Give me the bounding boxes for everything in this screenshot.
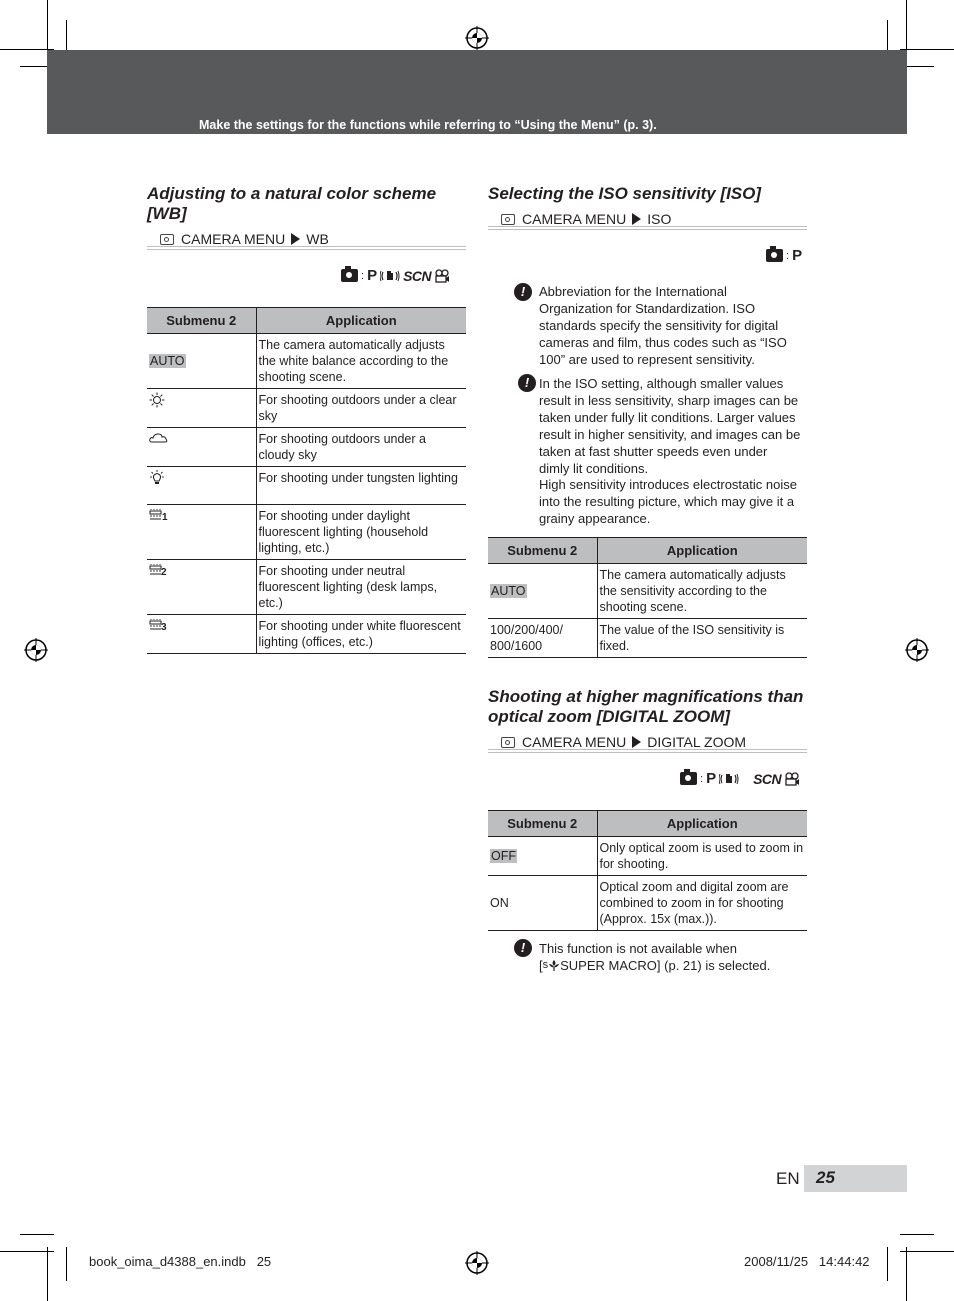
- fluorescent-3-icon: [149, 618, 169, 632]
- camera-menu-icon: [160, 234, 174, 245]
- crop-mark: [900, 49, 954, 50]
- iso-menu-path: [501, 211, 671, 227]
- arrow-right-icon: [632, 736, 641, 748]
- zoom-note-line-2-text: SUPER MACRO] (p. 21) is selected.: [560, 958, 771, 973]
- caution-icon: !: [518, 374, 536, 392]
- fluorescent-2-icon: [149, 563, 169, 577]
- crop-mark: [906, 1247, 907, 1301]
- crop-mark: [66, 1247, 67, 1281]
- header-instruction: Make the settings for the functions while referring to “Using the Menu” (p. 3).: [199, 118, 657, 132]
- iso-note-1: Abbreviation for the International Organization for Standardization. ISO standards specify the sensitivity for digital cameras and film, thus codes such as “ISO 100” are used to represent sensitivity.: [539, 284, 787, 367]
- crop-mark: [900, 1234, 934, 1235]
- table-header-application: Application: [597, 811, 807, 837]
- menu-path-item: ISO: [647, 211, 672, 227]
- application-text: For shooting outdoors under a cloudy sky: [256, 428, 466, 467]
- scene-mode-label: SCN: [753, 770, 782, 787]
- mode-separator: :: [700, 772, 704, 785]
- menu-path-menu: CAMERA MENU: [522, 211, 627, 227]
- zoom-note: [539, 940, 801, 974]
- camera-mode-icon: [766, 249, 783, 262]
- sunny-icon: [149, 392, 165, 408]
- application-text: Only optical zoom is used to zoom in for shooting.: [597, 837, 807, 876]
- svg-text:2: 2: [161, 567, 167, 577]
- super-macro-icon: [548, 959, 560, 972]
- scene-mode-label: SCN: [403, 267, 432, 284]
- program-mode-label: P: [792, 247, 803, 264]
- arrow-right-icon: [632, 213, 641, 225]
- application-text: For shooting under tungsten lighting: [256, 467, 466, 505]
- table-header-application: Application: [256, 308, 466, 334]
- table-row: [488, 876, 807, 931]
- page-language: EN: [776, 1169, 800, 1188]
- menu-path-rule: [488, 226, 807, 230]
- iso-note-2: In the ISO setting, although smaller values result in less sensitivity, sharp images can be taken under fully lit conditions. Larger values result in higher sensitivity, and images can be taken at fast shutter speeds even under dimly lit conditions.: [539, 376, 801, 476]
- movie-mode-icon: [784, 772, 800, 786]
- iso-note-3: High sensitivity introduces electrostatic noise into the resulting picture, which may give it a grainy appearance.: [539, 477, 797, 526]
- crop-mark: [20, 1234, 54, 1235]
- image-stabilization-mode-icon: [380, 269, 400, 283]
- table-header-submenu: Submenu 2: [147, 308, 256, 334]
- application-text: For shooting under white fluorescent lighting (offices, etc.): [256, 615, 466, 654]
- application-text: The camera automatically adjusts the sensitivity according to the shooting scene.: [597, 564, 807, 619]
- zoom-menu-path: [501, 734, 746, 750]
- mode-separator: :: [786, 249, 790, 262]
- zoom-note-bracket: [: [539, 958, 543, 973]
- mode-separator: :: [361, 269, 365, 282]
- table-row: [147, 334, 466, 389]
- footer-file: book_oima_d4388_en.indb 25: [89, 1254, 272, 1269]
- zoom-submenu-table: [488, 810, 807, 931]
- registration-mark-icon: [905, 638, 929, 662]
- menu-path-item: WB: [306, 231, 329, 247]
- zoom-note-line-2: [539, 957, 801, 974]
- tungsten-icon: [149, 470, 165, 486]
- iso-section-title: Selecting the ISO sensitivity [ISO]: [488, 184, 762, 203]
- table-row: [147, 560, 466, 615]
- menu-path-item: DIGITAL ZOOM: [647, 734, 747, 750]
- menu-path-rule: [488, 749, 807, 753]
- wb-menu-path: [160, 231, 329, 247]
- crop-mark: [47, 1247, 48, 1301]
- program-mode-label: P: [706, 770, 717, 787]
- table-row: [147, 505, 466, 560]
- iso-submenu-table: [488, 537, 807, 658]
- fluorescent-1-icon: [149, 508, 169, 522]
- application-text: Optical zoom and digital zoom are combined to zoom in for shooting (Approx. 15x (max.)).: [597, 876, 807, 931]
- option-on: ON: [488, 876, 597, 931]
- table-row: [488, 837, 807, 876]
- camera-menu-icon: [501, 737, 515, 748]
- camera-mode-icon: [341, 269, 358, 282]
- zoom-section-title: Shooting at higher magnifications than optical zoom [DIGITAL ZOOM]: [488, 687, 804, 726]
- registration-mark-icon: [465, 1251, 489, 1275]
- application-text: The camera automatically adjusts the white balance according to the shooting scene.: [256, 334, 466, 389]
- table-header-submenu: Submenu 2: [488, 811, 597, 837]
- option-iso-values: 100/200/400/ 800/1600: [488, 619, 597, 658]
- wb-submenu-table: [147, 307, 466, 654]
- menu-path-rule: [147, 246, 466, 250]
- cloudy-icon: [149, 431, 169, 445]
- table-row: [147, 428, 466, 467]
- table-row: [147, 389, 466, 428]
- footer-date: 2008/11/25 14:44:42: [744, 1254, 870, 1269]
- option-off: OFF: [491, 849, 516, 863]
- super-macro-s: s: [542, 959, 549, 971]
- application-text: The value of the ISO sensitivity is fixed.: [597, 619, 807, 658]
- program-mode-label: P: [367, 267, 378, 284]
- wb-shooting-modes: [341, 267, 450, 284]
- registration-mark-icon: [24, 638, 48, 662]
- menu-path-menu: CAMERA MENU: [181, 231, 286, 247]
- zoom-shooting-modes: [680, 770, 800, 787]
- arrow-right-icon: [291, 233, 300, 245]
- table-row: [147, 467, 466, 505]
- movie-mode-icon: [434, 269, 450, 283]
- wb-section-title: Adjusting to a natural color scheme [WB]: [147, 184, 437, 223]
- table-row: [147, 615, 466, 654]
- crop-mark: [906, 0, 907, 54]
- table-row: [488, 619, 807, 658]
- crop-mark: [47, 0, 48, 54]
- option-auto: AUTO: [150, 354, 185, 368]
- table-header-submenu: Submenu 2: [488, 538, 597, 564]
- camera-menu-icon: [501, 214, 515, 225]
- crop-mark: [900, 1251, 954, 1252]
- menu-path-menu: CAMERA MENU: [522, 734, 627, 750]
- table-header-application: Application: [597, 538, 807, 564]
- caution-icon: !: [514, 939, 532, 957]
- camera-mode-icon: [680, 772, 697, 785]
- table-row: [488, 564, 807, 619]
- caution-icon: !: [514, 283, 532, 301]
- image-stabilization-mode-icon: [719, 772, 739, 786]
- crop-mark: [887, 1247, 888, 1281]
- application-text: For shooting outdoors under a clear sky: [256, 389, 466, 428]
- iso-shooting-modes: [766, 247, 802, 264]
- crop-mark: [0, 1251, 54, 1252]
- registration-mark-icon: [465, 26, 489, 50]
- page-number: 25: [816, 1168, 835, 1187]
- svg-text:1: 1: [162, 512, 168, 522]
- crop-mark: [66, 20, 67, 54]
- crop-mark: [887, 20, 888, 54]
- application-text: For shooting under daylight fluorescent lighting (household lighting, etc.): [256, 505, 466, 560]
- option-auto: AUTO: [491, 584, 526, 598]
- zoom-note-line-1: This function is not available when: [539, 941, 738, 956]
- application-text: For shooting under neutral fluorescent lighting (desk lamps, etc.): [256, 560, 466, 615]
- crop-mark: [0, 49, 54, 50]
- svg-text:3: 3: [161, 622, 167, 632]
